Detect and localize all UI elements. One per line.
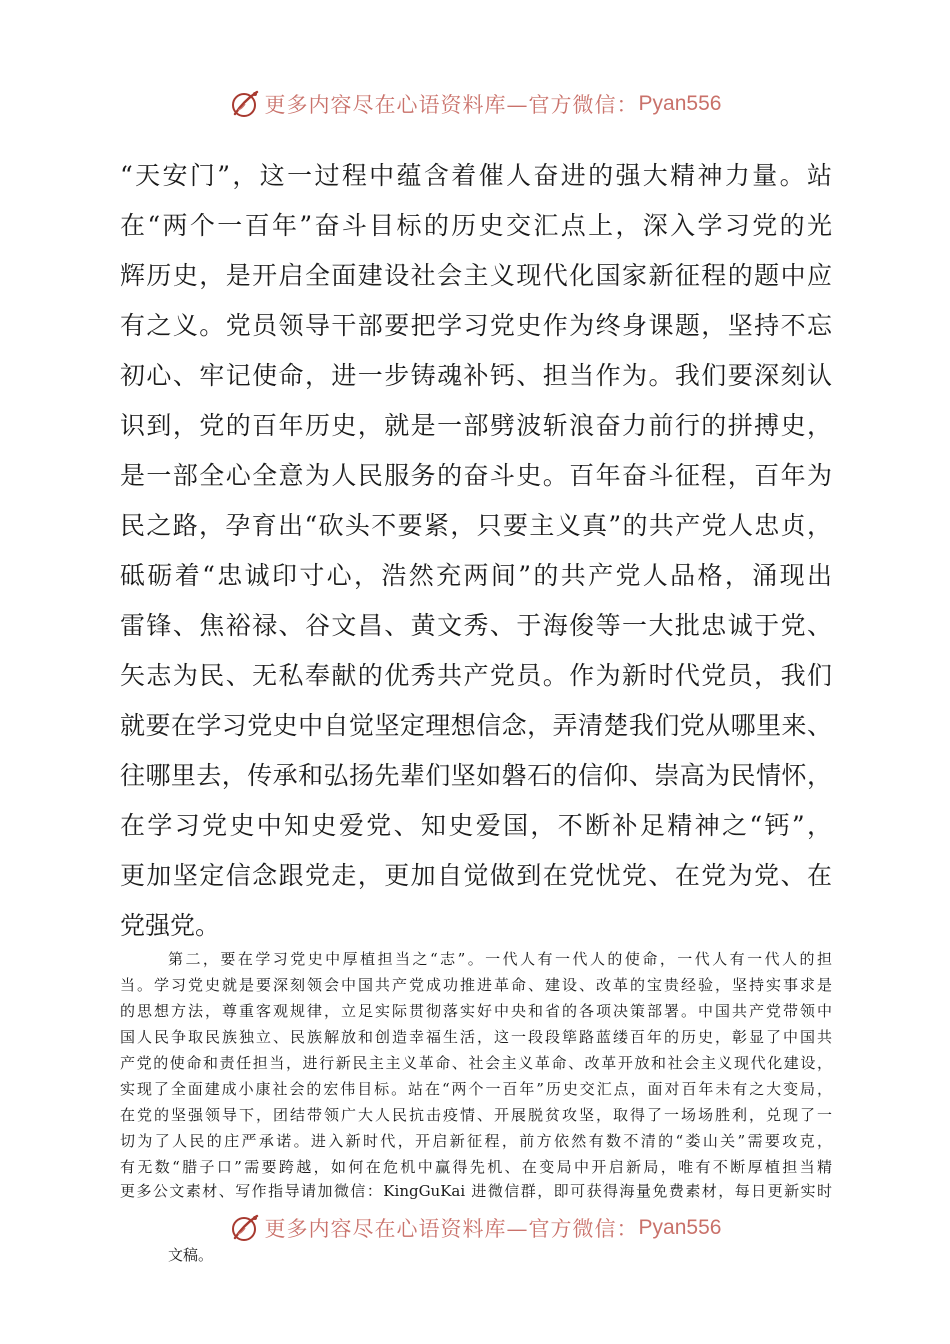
paragraph-line: 有无数“腊子口”需要跨越，如何在危机中赢得先机、在变局中开启新局，唯有不断厚植担当精 [120,1158,832,1176]
paragraph-line: 有之义。党员领导干部要把学习党史作为终身课题，坚持不忘 [120,311,832,340]
banner-text: 更多内容尽在心语资料库—官方微信： [264,1217,639,1241]
paragraph-line: 初心、牢记使命，进一步铸魂补钙、担当作为。我们要深刻认 [120,361,832,390]
paragraph-line: 更加坚定信念跟党走，更加自觉做到在党忧党、在党为党、在 [120,861,832,890]
paragraph-line: 识到，党的百年历史，就是一部劈波斩浪奋力前行的拼搏史， [120,411,832,440]
paragraph-line: 雷锋、焦裕禄、谷文昌、黄文秀、于海俊等一大批忠诚于党、 [120,611,832,640]
wechat-notice-line: 更多公文素材、写作指导请加微信：KingGuKai 进微信群，即可获得海量免费素材，每日更新实时 [120,1182,832,1200]
paragraph-line: 矢志为民、无私奉献的优秀共产党员。作为新时代党员，我们 [120,661,832,690]
paragraph-line: 在学习党史中知史爱党、知史爱国，不断补足精神之“钙”， [120,811,832,840]
banner-wechat-id: Pyan556 [638,1216,722,1239]
paragraph-line: 党强党。 [120,911,221,940]
paragraph-line: 当。学习党史就是要深刻领会中国共产党成功推进革命、建设、改革的宝贵经验，坚持实事求是 [120,976,832,994]
brush-logo-icon [229,88,261,120]
paragraph-line: 实现了全面建成小康社会的宏伟目标。站在“两个一百年”历史交汇点，面对百年未有之大变局， [120,1080,832,1098]
paragraph-line: 的思想方法，尊重客观规律，立足实际贯彻落实好中央和省的各项决策部署。中国共产党带领中 [120,1002,832,1020]
banner-text: 更多内容尽在心语资料库—官方微信： [264,93,639,117]
brush-logo-icon [229,1212,261,1244]
paragraph-line: 砥砺着“忠诚印寸心，浩然充两间”的共产党人品格，涌现出 [120,561,832,590]
paragraph-line: “天安门”，这一过程中蕴含着催人奋进的强大精神力量。站 [120,161,832,190]
paragraph-line: 民之路，孕育出“砍头不要紧，只要主义真”的共产党人忠贞， [120,511,832,540]
footer-banner [0,1208,950,1248]
paragraph-line: 在党的坚强领导下，团结带领广大人民抗击疫情、开展脱贫攻坚，取得了一场场胜利，兑现了一 [120,1106,832,1124]
paragraph-line: 往哪里去，传承和弘扬先辈们坚如磐石的信仰、崇高为民情怀， [120,761,832,790]
tail-text: 文稿。 [168,1246,214,1264]
paragraph-line: 国人民争取民族独立、民族解放和创造幸福生活，这一段段筚路蓝缕百年的历史，彰显了中国共 [120,1028,832,1046]
paragraph-line: 产党的使命和责任担当，进行新民主主义革命、社会主义革命、改革开放和社会主义现代化建设， [120,1054,832,1072]
paragraph-line: 是一部全心全意为人民服务的奋斗史。百年奋斗征程，百年为 [120,461,832,490]
paragraph-line: 切为了人民的庄严承诺。进入新时代，开启新征程，前方依然有数不清的“娄山关”需要攻克， [120,1132,832,1150]
banner-wechat-id: Pyan556 [638,92,722,115]
paragraph-line: 在“两个一百年”奋斗目标的历史交汇点上，深入学习党的光 [120,211,832,240]
header-banner [0,84,950,124]
paragraph-line: 第二，要在学习党史中厚植担当之“志”。一代人有一代人的使命，一代人有一代人的担 [168,950,832,968]
paragraph-line: 辉历史，是开启全面建设社会主义现代化国家新征程的题中应 [120,261,832,290]
paragraph-line: 就要在学习党史中自觉坚定理想信念，弄清楚我们党从哪里来、 [120,711,832,740]
